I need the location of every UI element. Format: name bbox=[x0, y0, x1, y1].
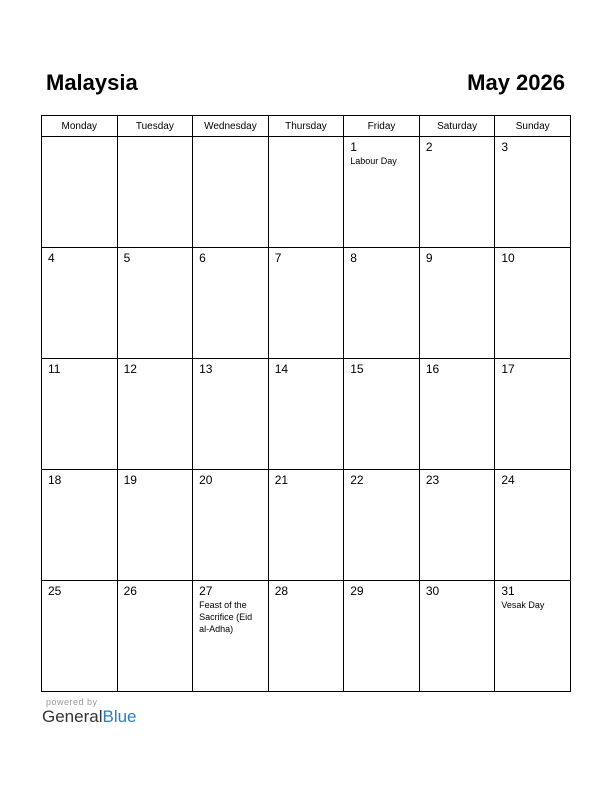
footer-branding bbox=[42, 697, 137, 727]
day-cell bbox=[419, 137, 495, 248]
day-number: 14 bbox=[274, 362, 289, 376]
day-cell bbox=[344, 470, 420, 581]
day-number: 29 bbox=[350, 584, 364, 598]
day-cell bbox=[344, 137, 420, 248]
holiday-label: Labour Day bbox=[350, 156, 397, 166]
day-number: 4 bbox=[48, 251, 55, 265]
day-cell bbox=[42, 137, 118, 248]
day-cell bbox=[117, 248, 193, 359]
day-cell bbox=[268, 581, 344, 692]
powered-by-text: powered by bbox=[46, 697, 98, 707]
brand-logo-part2: Blue bbox=[102, 707, 137, 726]
day-number: 10 bbox=[501, 251, 515, 265]
day-number: 26 bbox=[123, 584, 137, 598]
day-cell bbox=[419, 248, 495, 359]
day-cell bbox=[344, 248, 420, 359]
weekday-header: Tuesday bbox=[117, 116, 193, 137]
day-cell bbox=[193, 137, 269, 248]
day-cell bbox=[419, 470, 495, 581]
day-number: 6 bbox=[199, 251, 206, 265]
weekday-header: Sunday bbox=[495, 116, 571, 137]
brand-logo-part1: General bbox=[42, 707, 103, 726]
holiday-label: Vesak Day bbox=[501, 600, 545, 610]
day-cell bbox=[117, 359, 193, 470]
day-number: 8 bbox=[350, 251, 357, 265]
day-cell bbox=[268, 359, 344, 470]
day-cell bbox=[193, 248, 269, 359]
day-cell bbox=[117, 470, 193, 581]
day-number: 20 bbox=[199, 473, 213, 487]
day-number: 5 bbox=[123, 251, 131, 265]
day-cell bbox=[42, 248, 118, 359]
week-row bbox=[42, 470, 571, 581]
day-cell bbox=[117, 581, 193, 692]
day-cell bbox=[495, 359, 571, 470]
day-number: 7 bbox=[274, 251, 282, 265]
day-cell bbox=[42, 581, 118, 692]
weekday-header: Saturday bbox=[419, 116, 495, 137]
weekday-header-row bbox=[42, 116, 571, 137]
holiday-label: Feast of the Sacrifice (Eid al-Adha) bbox=[199, 600, 253, 634]
day-cell bbox=[42, 470, 118, 581]
weekday-header: Friday bbox=[344, 116, 420, 137]
day-number: 25 bbox=[48, 584, 62, 598]
page-title-month: May 2026 bbox=[467, 70, 565, 95]
day-number: 19 bbox=[123, 473, 137, 487]
day-cell bbox=[495, 470, 571, 581]
weekday-header: Monday bbox=[42, 116, 118, 137]
day-cell bbox=[419, 581, 495, 692]
day-number: 3 bbox=[501, 140, 509, 154]
brand-logo bbox=[42, 707, 137, 727]
day-cell bbox=[495, 248, 571, 359]
week-row bbox=[42, 359, 571, 470]
day-number: 23 bbox=[425, 473, 440, 487]
weekday-header: Thursday bbox=[268, 116, 344, 137]
day-cell bbox=[117, 137, 193, 248]
day-number: 24 bbox=[501, 473, 515, 487]
day-number: 13 bbox=[199, 362, 213, 376]
day-number: 1 bbox=[350, 140, 357, 154]
day-cell bbox=[344, 359, 420, 470]
day-cell bbox=[193, 470, 269, 581]
day-number: 9 bbox=[425, 251, 433, 265]
day-number: 21 bbox=[274, 473, 289, 487]
day-cell bbox=[344, 581, 420, 692]
day-number: 17 bbox=[501, 362, 515, 376]
day-cell bbox=[193, 359, 269, 470]
calendar-grid bbox=[41, 115, 571, 692]
weekday-header: Wednesday bbox=[193, 116, 269, 137]
day-number: 12 bbox=[123, 362, 137, 376]
day-number: 16 bbox=[425, 362, 440, 376]
day-number: 27 bbox=[199, 584, 213, 598]
day-cell bbox=[268, 470, 344, 581]
day-number: 22 bbox=[350, 473, 364, 487]
day-number: 15 bbox=[350, 362, 364, 376]
page-title-country: Malaysia bbox=[46, 70, 138, 95]
day-cell bbox=[495, 581, 571, 692]
day-number: 31 bbox=[501, 584, 515, 598]
week-row bbox=[42, 137, 571, 248]
day-number: 11 bbox=[48, 362, 61, 376]
day-cell bbox=[268, 137, 344, 248]
day-number: 28 bbox=[274, 584, 289, 598]
day-number: 18 bbox=[48, 473, 62, 487]
day-cell bbox=[268, 248, 344, 359]
week-row bbox=[42, 581, 571, 692]
day-number: 30 bbox=[425, 584, 440, 598]
week-row bbox=[42, 248, 571, 359]
day-number: 2 bbox=[425, 140, 433, 154]
day-cell bbox=[495, 137, 571, 248]
day-cell bbox=[42, 359, 118, 470]
day-cell bbox=[419, 359, 495, 470]
day-cell bbox=[193, 581, 269, 692]
